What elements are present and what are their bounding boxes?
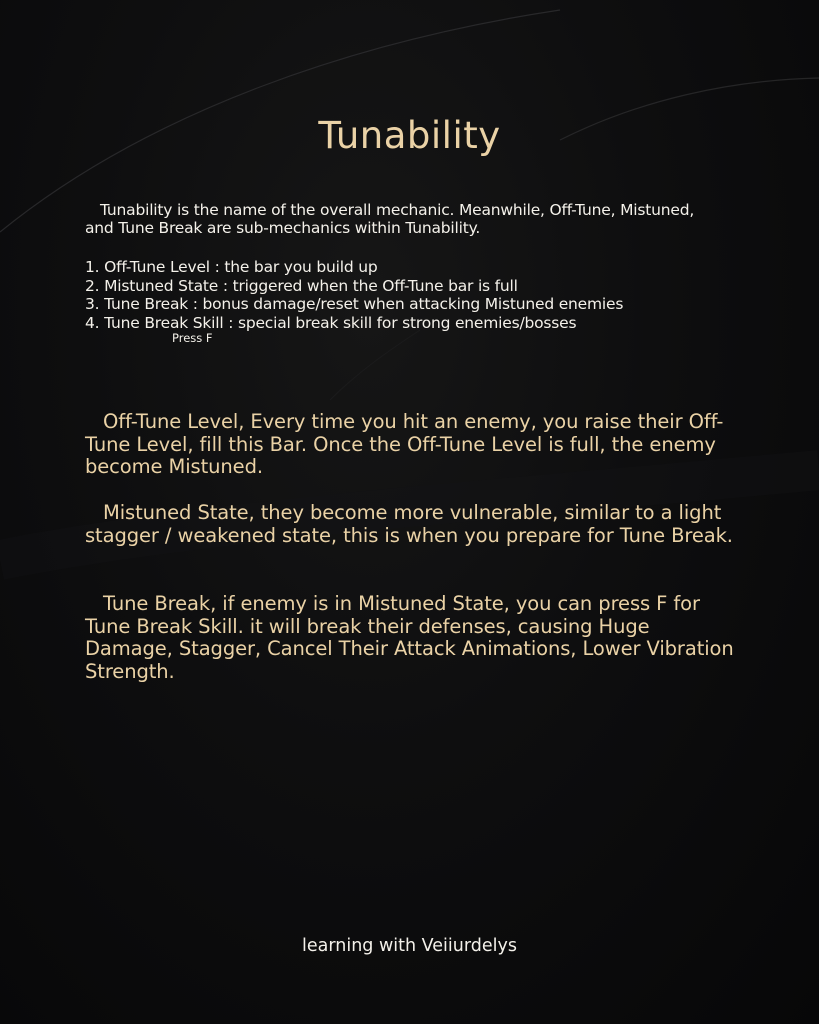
- page-title: Tunability: [318, 114, 501, 157]
- list-item: 2. Mistuned State : triggered when the Off-Tune bar is full: [85, 276, 518, 295]
- list-item: 4. Tune Break Skill : special break skill for strong enemies/bosses: [85, 313, 577, 332]
- footer-credit: learning with Veiiurdelys: [302, 936, 517, 956]
- list-item: 1. Off-Tune Level : the bar you build up: [85, 258, 378, 276]
- off-tune-paragraph: Off-Tune Level, Every time you hit an enemy, you raise their Off-Tune Level, fill this Bar. Once the Off-Tune Level is full, the enemy become Mistuned.: [85, 410, 724, 479]
- intro-text: Tunability is the name of the overall mechanic. Meanwhile, Off-Tune, Mistuned, and Tune Break are sub-mechanics within Tunability.: [85, 201, 695, 237]
- press-f-note: Press F: [172, 331, 213, 345]
- tune-break-paragraph: Tune Break, if enemy is in Mistuned State, you can press F for Tune Break Skill. it will break their defenses, causing Huge Damage, Stagger, Cancel Their Attack Animations, Lower Vibration Strength.: [85, 592, 734, 683]
- list-item: 3. Tune Break : bonus damage/reset when attacking Mistuned enemies: [85, 295, 624, 313]
- mechanics-list: [85, 258, 735, 332]
- mistuned-paragraph: Mistuned State, they become more vulnerable, similar to a light stagger / weakened state, this is when you prepare for Tune Break.: [85, 501, 733, 547]
